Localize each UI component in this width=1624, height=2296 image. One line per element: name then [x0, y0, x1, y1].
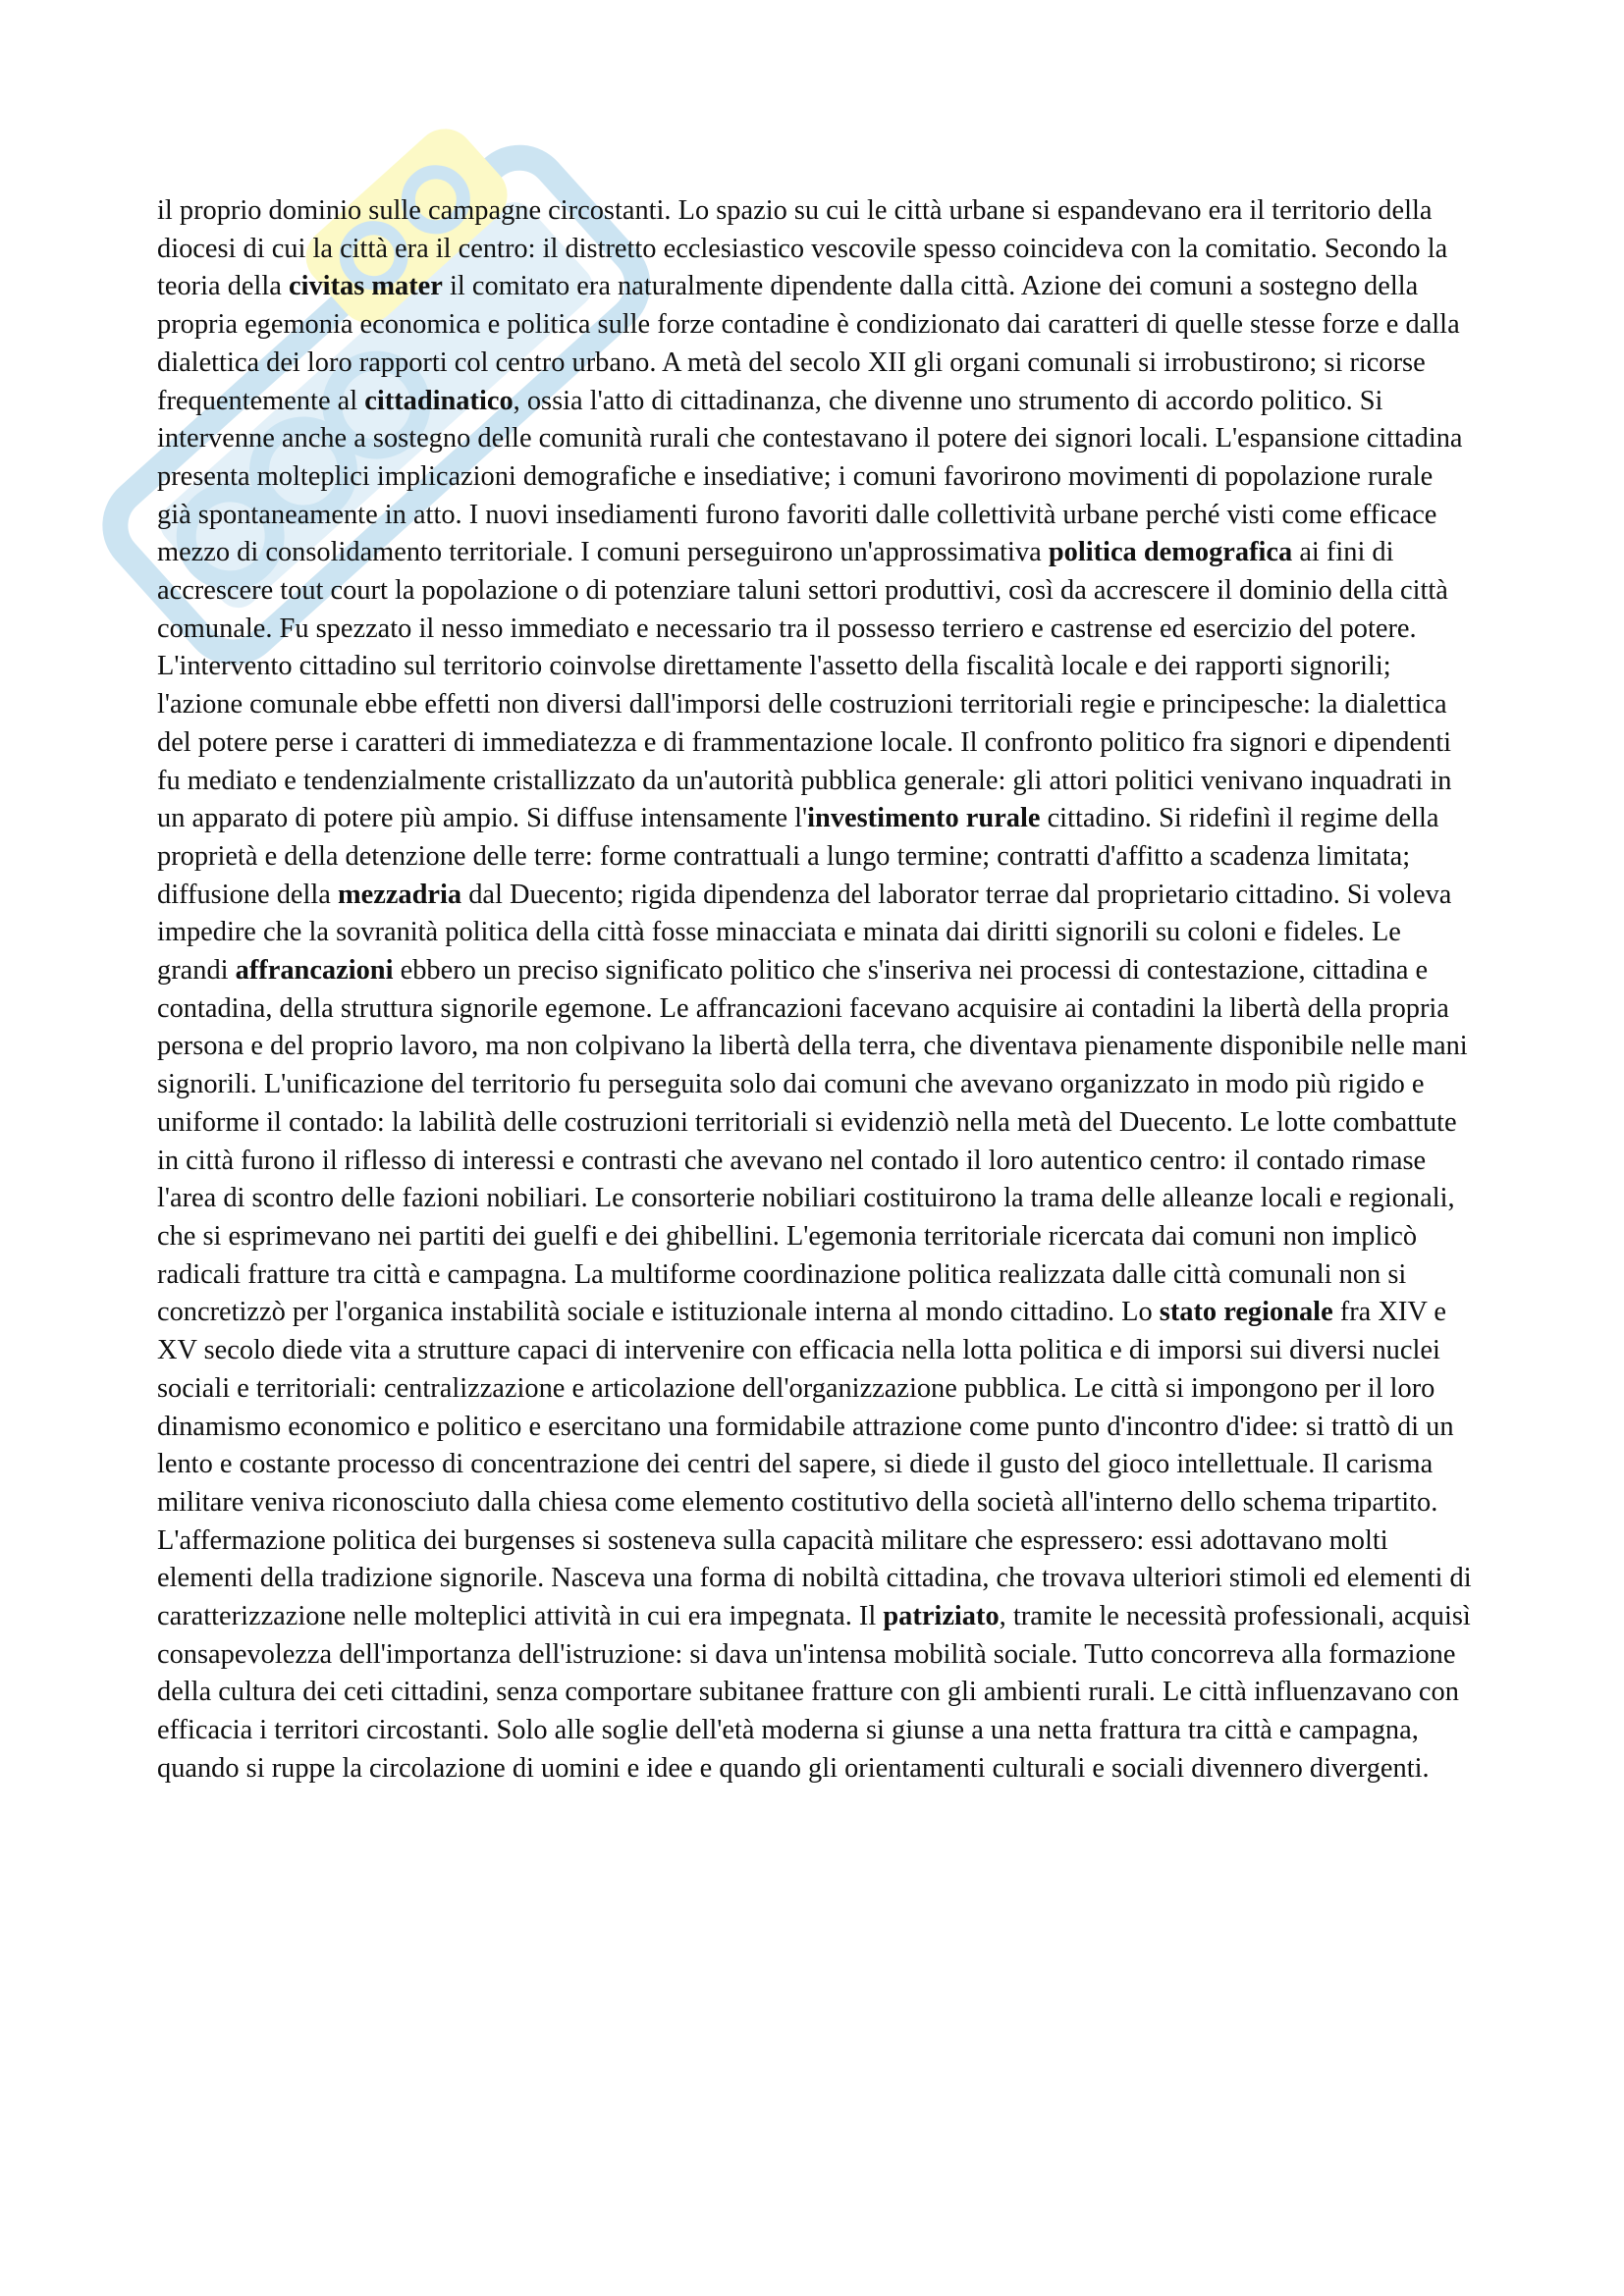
bold-term: politica demografica	[1048, 537, 1293, 568]
text-segment: ebbero un preciso significato politico che s'inseriva nei processi di contestazione, cittadina e contadina, della struttura signorile egemone. Le affrancazioni facevano acquisire ai contadini la libertà della propria persona e del proprio lavoro, ma non colpivano la libertà della terra, che diventava pienamente disponibile nelle mani signorili. L'unificazione del territorio fu perseguita solo dai comuni che avevano organizzato in modo più rigido e uniforme il contado: la labilità delle costruzioni territoriali si evidenziò nella metà del Duecento. Le lotte combattute in città furono il riflesso di interessi e contrasti che avevano nel contado il loro autentico centro: il contado rimase l'area di scontro delle fazioni nobiliari. Le consorterie nobiliari costituirono la trama delle alleanze locali e regionali, che si esprimevano nei partiti dei guelfi e dei ghibellini. L'egemonia territoriale ricercata dai comuni non implicò radicali fratture tra città e campagna. La multiforme coordinazione politica realizzata dalle città comunali non si concretizzò per l'organica instabilità sociale e istituzionale interna al mondo cittadino. Lo	[157, 955, 1468, 1328]
bold-term: stato regionale	[1159, 1297, 1333, 1328]
text-segment: ai fini di accrescere tout court la popolazione o di potenziare taluni settori produttivi, così da accrescere il dominio della città comunale. Fu spezzato il nesso immediato e necessario tra il possesso terriero e castrense ed esercizio del potere. L'intervento cittadino sul territorio coinvolse direttamente l'assetto della fiscalità locale e dei rapporti signorili; l'azione comunale ebbe effetti non diversi dall'imporsi delle costruzioni territoriali regie e principesche: la dialettica del potere perse i caratteri di immediatezza e di frammentazione locale. Il confronto politico fra signori e dipendenti fu mediato e tendenzialmente cristallizzato da un'autorità pubblica generale: gli attori politici venivano inquadrati in un apparato di potere più ampio. Si diffuse intensamente l'	[157, 537, 1452, 834]
text-segment: il proprio dominio sulle campagne circostanti. Lo spazio su cui le città urbane si espandevano era il territorio della diocesi di cui la città era il centro: il distretto ecclesiastico vescovile spesso coincideva con la comitatio. Secondo la teoria della	[157, 195, 1448, 302]
bold-term: mezzadria	[337, 879, 462, 910]
text-segment: il comitato era naturalmente dipendente dalla città. Azione dei comuni a sostegno della propria egemonia economica e politica sulle forze contadine è condizionato dai caratteri di quelle stesse forze e dalla dialettica dei loro rapporti col centro urbano. A metà del secolo XII gli organi comunali si irrobustirono; si ricorse frequentemente al	[157, 271, 1460, 416]
text-segment: cittadino. Si ridefinì il regime della proprietà e della detenzione delle terre: forme contrattuali a lungo termine; contratti d'affitto a scadenza limitata; diffusione della	[157, 803, 1439, 910]
bold-term: cittadinatico	[364, 385, 514, 416]
bold-term: patriziato	[883, 1601, 1000, 1632]
document-body	[157, 192, 1473, 1789]
text-segment: , tramite le necessità professionali, acquisì consapevolezza dell'importanza dell'istruzione: si dava un'intensa mobilità sociale. Tutto concorreva alla formazione della cultura dei ceti cittadini, senza comportare subitanee fratture con gli ambienti rurali. Le città influenzavano con efficacia i territori circostanti. Solo alle soglie dell'età moderna si giunse a una netta frattura tra città e campagna, quando si ruppe la circolazione di uomini e idee e quando gli orientamenti culturali e sociali divennero divergenti.	[157, 1601, 1471, 1784]
bold-term: civitas mater	[289, 271, 443, 302]
text-segment: dal Duecento; rigida dipendenza del laborator terrae dal proprietario cittadino. Si voleva impedire che la sovranità politica della città fosse minacciata e minata dai diritti signorili su coloni e fideles. Le grandi	[157, 879, 1452, 987]
bold-term: affrancazioni	[235, 955, 394, 987]
text-segment: , ossia l'atto di cittadinanza, che divenne uno strumento di accordo politico. Si intervenne anche a sostegno delle comunità rurali che contestavano il potere dei signori locali. L'espansione cittadina presenta molteplici implicazioni demografiche e insediative; i comuni favorirono movimenti di popolazione rurale già spontaneamente in atto. I nuovi insediamenti furono favoriti dalle collettività urbane perché visti come efficace mezzo di consolidamento territoriale. I comuni perseguirono un'approssimativa	[157, 385, 1463, 568]
bold-term: investimento rurale	[807, 803, 1041, 834]
text-segment: fra XIV e XV secolo diede vita a strutture capaci di intervenire con efficacia nella lotta politica e di imporsi sui diversi nuclei sociali e territoriali: centralizzazione e articolazione dell'organizzazione pubblica. Le città si impongono per il loro dinamismo economico e politico e esercitano una formidabile attrazione come punto d'incontro d'idee: si trattò di un lento e costante processo di concentrazione dei centri del sapere, si diede il gusto del gioco intellettuale. Il carisma militare veniva riconosciuto dalla chiesa come elemento costitutivo della società all'interno dello schema tripartito. L'affermazione politica dei burgenses si sosteneva sulla capacità militare che espressero: essi adottavano molti elementi della tradizione signorile. Nasceva una forma di nobiltà cittadina, che trovava ulteriori stimoli ed elementi di caratterizzazione nelle molteplici attività in cui era impegnata. Il	[157, 1297, 1472, 1632]
